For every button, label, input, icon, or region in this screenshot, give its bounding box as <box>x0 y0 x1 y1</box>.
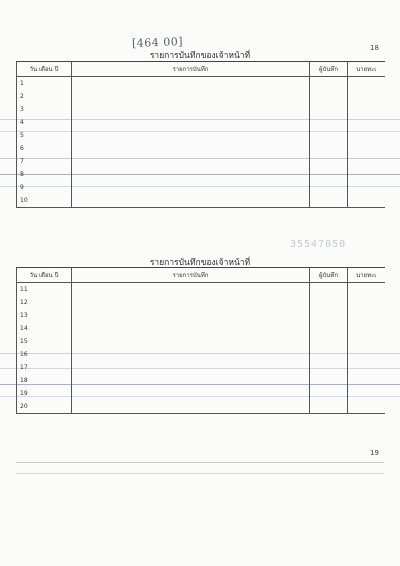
recorder-cell <box>310 400 348 414</box>
entry-cell <box>72 155 310 168</box>
entry-cell <box>72 77 310 91</box>
section-title: รายการบันทึกของเจ้าหน้าที่ <box>149 51 251 61</box>
registrar-cell <box>348 155 385 168</box>
entry-cell <box>72 116 310 129</box>
row-number: 3 <box>17 103 72 116</box>
row-number: 18 <box>17 374 72 387</box>
recorder-cell <box>310 129 348 142</box>
row-number: 8 <box>17 168 72 181</box>
column-header-date: วัน เดือน ปี <box>17 268 72 283</box>
column-header-registrar: นายทะเ <box>348 62 385 77</box>
row-number: 16 <box>17 348 72 361</box>
table-row <box>17 142 385 155</box>
registrar-cell <box>348 309 385 322</box>
registrar-cell <box>348 194 385 208</box>
page-number-bottom: 19 <box>370 449 379 457</box>
row-number: 5 <box>17 129 72 142</box>
row-number: 4 <box>17 116 72 129</box>
entry-cell <box>72 194 310 208</box>
table-row <box>17 194 385 208</box>
recorder-cell <box>310 168 348 181</box>
recorder-cell <box>310 116 348 129</box>
registrar-cell <box>348 374 385 387</box>
column-header-registrar: นายทะเ <box>348 268 385 283</box>
entry-cell <box>72 181 310 194</box>
row-number: 2 <box>17 90 72 103</box>
entry-cell <box>72 374 310 387</box>
entry-cell <box>72 361 310 374</box>
registrar-cell <box>348 283 385 297</box>
row-number: 10 <box>17 194 72 208</box>
recorder-cell <box>310 348 348 361</box>
row-number: 14 <box>17 322 72 335</box>
registrar-cell <box>348 348 385 361</box>
table-header-row <box>17 268 385 283</box>
column-header-recorder: ผู้บันทึก <box>310 62 348 77</box>
table-row <box>17 103 385 116</box>
table-row <box>17 168 385 181</box>
recorder-cell <box>310 77 348 91</box>
table-row <box>17 283 385 297</box>
table-row <box>17 361 385 374</box>
table-row <box>17 400 385 414</box>
registrar-cell <box>348 387 385 400</box>
registrar-cell <box>348 335 385 348</box>
table-header-row <box>17 62 385 77</box>
registrar-cell <box>348 296 385 309</box>
registrar-cell <box>348 168 385 181</box>
registrar-cell <box>348 103 385 116</box>
table-row <box>17 181 385 194</box>
table-row <box>17 348 385 361</box>
row-number: 6 <box>17 142 72 155</box>
recorder-cell <box>310 387 348 400</box>
entry-cell <box>72 322 310 335</box>
table-row <box>17 387 385 400</box>
entry-cell <box>72 129 310 142</box>
row-number: 12 <box>17 296 72 309</box>
entry-cell <box>72 296 310 309</box>
column-header-date: วัน เดือน ปี <box>17 62 72 77</box>
row-number: 13 <box>17 309 72 322</box>
registrar-cell <box>348 90 385 103</box>
table-row <box>17 90 385 103</box>
recorder-cell <box>310 322 348 335</box>
page-number-top: 18 <box>370 44 379 52</box>
registrar-cell <box>348 116 385 129</box>
row-number: 15 <box>17 335 72 348</box>
faint-ruled-line <box>16 462 384 463</box>
table-row <box>17 296 385 309</box>
table-row <box>17 116 385 129</box>
registrar-cell <box>348 361 385 374</box>
row-number: 1 <box>17 77 72 91</box>
table-row <box>17 374 385 387</box>
entry-cell <box>72 142 310 155</box>
column-header-entry: รายการบันทึก <box>72 268 310 283</box>
registrar-cell <box>348 129 385 142</box>
row-number: 19 <box>17 387 72 400</box>
recorder-cell <box>310 181 348 194</box>
registrar-cell <box>348 400 385 414</box>
column-header-recorder: ผู้บันทึก <box>310 268 348 283</box>
table-row <box>17 129 385 142</box>
recorder-cell <box>310 194 348 208</box>
table-row <box>17 309 385 322</box>
row-number: 7 <box>17 155 72 168</box>
recorder-cell <box>310 335 348 348</box>
entry-cell <box>72 400 310 414</box>
registrar-cell <box>348 77 385 91</box>
row-number: 17 <box>17 361 72 374</box>
recorder-cell <box>310 296 348 309</box>
entry-cell <box>72 90 310 103</box>
entry-cell <box>72 387 310 400</box>
entry-cell <box>72 335 310 348</box>
log-table <box>16 61 385 208</box>
entry-cell <box>72 168 310 181</box>
recorder-cell <box>310 90 348 103</box>
recorder-cell <box>310 309 348 322</box>
log-table <box>16 267 385 414</box>
recorder-cell <box>310 142 348 155</box>
entry-cell <box>72 283 310 297</box>
entry-cell <box>72 309 310 322</box>
row-number: 20 <box>17 400 72 414</box>
registrar-cell <box>348 181 385 194</box>
table-row <box>17 155 385 168</box>
recorder-cell <box>310 361 348 374</box>
recorder-cell <box>310 103 348 116</box>
table-row <box>17 335 385 348</box>
handwritten-note: [464 00] <box>131 35 184 50</box>
table-row <box>17 77 385 91</box>
table-row <box>17 322 385 335</box>
entry-cell <box>72 103 310 116</box>
faint-ruled-line <box>16 473 384 474</box>
recorder-cell <box>310 155 348 168</box>
row-number: 11 <box>17 283 72 297</box>
stamp-number: 35547050 <box>290 239 347 250</box>
section-title: รายการบันทึกของเจ้าหน้าที่ <box>149 258 251 268</box>
registrar-cell <box>348 142 385 155</box>
entry-cell <box>72 348 310 361</box>
row-number: 9 <box>17 181 72 194</box>
recorder-cell <box>310 283 348 297</box>
column-header-entry: รายการบันทึก <box>72 62 310 77</box>
registrar-cell <box>348 322 385 335</box>
recorder-cell <box>310 374 348 387</box>
